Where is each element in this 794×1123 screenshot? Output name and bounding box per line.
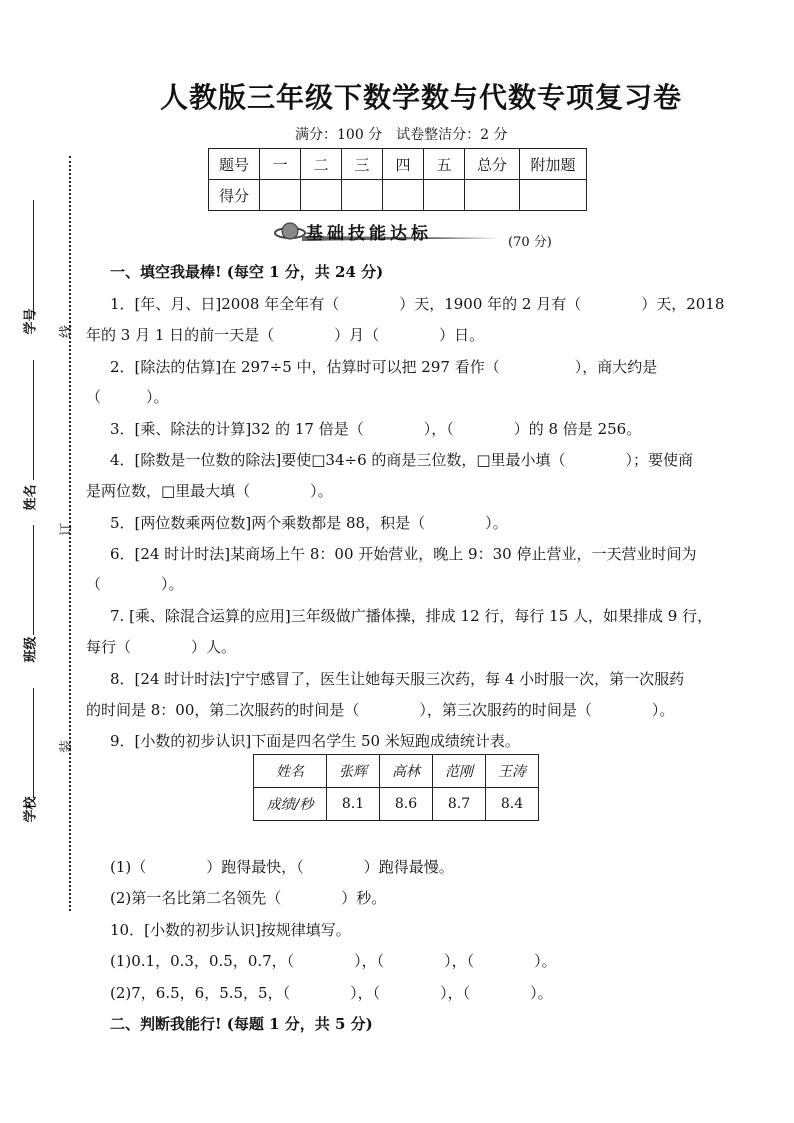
- question-line: 3．[乘、除法的计算]32 的 17 倍是（ ），（ ）的 8 倍是 256。: [110, 420, 642, 438]
- score-header-cell: 三: [342, 149, 383, 180]
- name-label: 姓名: [23, 484, 39, 511]
- table-cell: 8.6: [380, 788, 433, 821]
- score-header-cell: 一: [260, 149, 301, 180]
- score-cell[interactable]: [465, 180, 520, 211]
- score-header-cell: 四: [383, 149, 424, 180]
- table-header-cell: 范刚: [433, 755, 486, 788]
- question-line: 7. [乘、除混合运算的应用]三年级做广播体操，排成 12 行，每行 15 人，如果排成 9 行，: [110, 607, 713, 625]
- student-id-label: 学号: [23, 308, 39, 335]
- question-line: (1)（ ）跑得最快，（ ）跑得最慢。: [110, 858, 454, 876]
- question-line: 每行（ ）人。: [86, 638, 237, 656]
- question-line: 5．[两位数乘两位数]两个乘数都是 88，积是（ ）。: [110, 514, 508, 532]
- question-line: 是两位数，□里最大填（ ）。: [86, 482, 333, 500]
- table-cell: 8.4: [486, 788, 539, 821]
- student-id-underline: [33, 200, 34, 320]
- table-row: [254, 755, 539, 788]
- name-underline: [33, 360, 34, 480]
- section2-heading: 二、判断我能行! (每题 1 分，共 5 分): [110, 1015, 373, 1033]
- table-header-cell: 高林: [380, 755, 433, 788]
- table-row-label: 成绩/秒: [254, 788, 327, 821]
- score-cell[interactable]: [383, 180, 424, 211]
- page-title: 人教版三年级下数学数与代数专项复习卷: [160, 81, 683, 114]
- question-line: 年的 3 月 1 日的前一天是（ ）月（ ）日。: [86, 326, 485, 344]
- school-label: 学校: [23, 796, 39, 823]
- binding-mark-bind: 装: [59, 739, 75, 754]
- score-table: [208, 148, 587, 211]
- running-results-table: [253, 754, 539, 821]
- school-underline: [33, 688, 34, 798]
- class-underline: [33, 525, 34, 635]
- section-banner-label: 基础技能达标: [306, 224, 432, 244]
- score-header-cell: 五: [424, 149, 465, 180]
- score-cell[interactable]: [342, 180, 383, 211]
- score-cell[interactable]: [520, 180, 587, 211]
- section1-heading: 一、填空我最棒! (每空 1 分，共 24 分): [110, 263, 384, 281]
- table-header-cell: 姓名: [254, 755, 327, 788]
- question-line: 2．[除法的估算]在 297÷5 中，估算时可以把 297 看作（ ），商大约是: [110, 358, 658, 376]
- score-header-cell: 题号: [209, 149, 260, 180]
- table-row: [254, 788, 539, 821]
- question-line: (1)0.1，0.3，0.5，0.7，（ ），（ ），（ ）。: [110, 952, 557, 970]
- table-cell: 8.1: [327, 788, 380, 821]
- score-header-cell: 总分: [465, 149, 520, 180]
- table-header-cell: 王涛: [486, 755, 539, 788]
- question-line: （ ）。: [86, 388, 169, 406]
- question-line: 6．[24 时计时法]某商场上午 8：00 开始营业，晚上 9：30 停止营业，一天营业时间为: [110, 545, 697, 563]
- binding-mark-line: 线: [59, 324, 75, 339]
- score-table-header-row: [209, 149, 587, 180]
- table-cell: 8.7: [433, 788, 486, 821]
- binding-mark-staple: 订: [59, 522, 75, 537]
- question-line: 4．[除数是一位数的除法]要使□34÷6 的商是三位数，□里最小填（ ）；要使商: [110, 451, 694, 469]
- score-header-cell: 二: [301, 149, 342, 180]
- score-row-label: 得分: [209, 180, 260, 211]
- score-cell[interactable]: [424, 180, 465, 211]
- score-cell[interactable]: [301, 180, 342, 211]
- question-line: （ ）。: [86, 575, 184, 593]
- question-line: 9．[小数的初步认识]下面是四名学生 50 米短跑成绩统计表。: [110, 732, 520, 750]
- section-banner-score: (70 分): [508, 235, 552, 250]
- score-info: 满分：100 分 试卷整洁分：2 分: [295, 127, 508, 143]
- question-line: 1．[年、月、日]2008 年全年有（ ）天，1900 年的 2 月有（ ）天，2018: [110, 295, 725, 313]
- question-line: (2)7，6.5，6，5.5，5，（ ），（ ），（ ）。: [110, 984, 553, 1002]
- class-label: 班级: [23, 636, 39, 663]
- table-header-cell: 张辉: [327, 755, 380, 788]
- question-line: 10．[小数的初步认识]按规律填写。: [110, 921, 351, 939]
- score-cell[interactable]: [260, 180, 301, 211]
- score-header-cell: 附加题: [520, 149, 587, 180]
- score-table-score-row: [209, 180, 587, 211]
- question-line: 的时间是 8：00，第二次服药的时间是（ ），第三次服药的时间是（ ）。: [86, 701, 675, 719]
- question-line: 8．[24 时计时法]宁宁感冒了，医生让她每天服三次药，每 4 小时服一次，第一次服药: [110, 670, 685, 688]
- question-line: (2)第一名比第二名领先（ ）秒。: [110, 889, 387, 907]
